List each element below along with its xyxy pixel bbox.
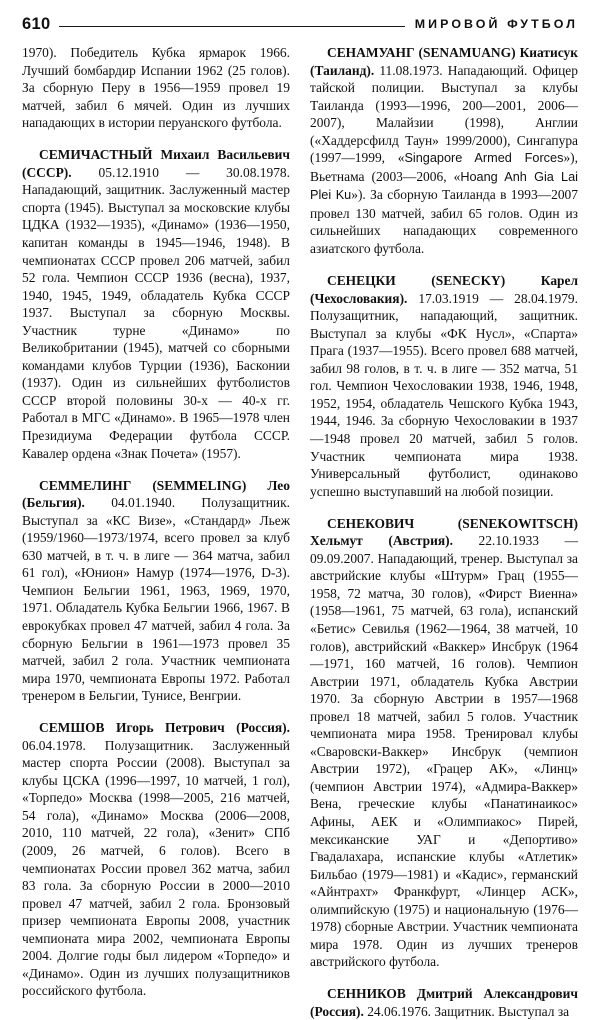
entry-sennikov	[310, 985, 578, 1020]
entry-country: (Таиланд).	[310, 62, 375, 78]
entry-headword: СЕНЕКОВИЧ	[327, 515, 415, 531]
entry-latin-name: (SEMMELING)	[152, 477, 247, 493]
entry-headword: СЕМШОВ	[39, 720, 105, 736]
entry-body: 04.01.1940. Полузащитник. Выступал за «КС Визе», «Стандард» Льеж (1959/1960—1973/1974, всего провел за клуб 630 матчей, в т. ч. в лиге — 364 матча, забил 61 гол), «Юнион» Намур (1974—1976, D-3). Чемпион Бельгии 1961, 1963, 1969, 1970, 1971. Обладатель Кубка Бельгии 1966, 1967. В еврокубках провел 47 матчей, забил 4 гола. За сборную Бельгии в 1961—1973 провел 35 матчей, забил 2 гола. Участник чемпионата мира 1970, чемпионата Европы 1972. Работал тренером в Бельгии, Тунисе, Венгрии.	[22, 495, 290, 704]
entry-body-b: »), Вьетнама (2003—2006, «	[310, 150, 578, 184]
entry-body: 05.12.1910 — 30.08.1978. Нападающий, защитник. Заслуженный мастер спорта (1945). Выступал за московские клубы ЦДКА (1932—1935), «Динамо» (1936—1950, капитан команды в 1945—1946, 1948). В чемпионатах СССР провел 206 матчей, забил 52 гола. Чемпион СССР 1936 (весна), 1937, 1940, 1945, 1949, обладатель Кубка СССР 1937. Выступал за сборную Москвы. Участник турне «Динамо» по Великобритании (1945), матчей со сборными командами клубов Турции (1936), Басконии (1937). Один из сильнейших футболистов СССР второй половины 30-х — 40-х гг. Работал в МГС «Динамо». В 1965—1978 член Президиума Федерации футбола СССР. Кавалер ордена «Знак Почета» (1957).	[22, 164, 290, 461]
entry-continued-peru	[22, 44, 290, 132]
entry-body: 17.03.1919 — 28.04.1979. Полузащитник, нападающий, защитник. Выступал за клубы «ФК Нусл», «Спарта» Прага (1937—1955). Всего провел 688 матчей, забил 98 голов, в т. ч. в лиге — 352 матча, 51 гол. Чемпион Чехословакии 1938, 1946, 1948, 1952, 1954, обладатель Чешского Кубка 1943, 1944, 1946. За сборную Чехословакии в 1937—1948 провел 20 матчей, забил 5 голов. Участник чемпионата мира 1938. Универсальный футболист, одинаково успешно выступавший на любой позиции.	[310, 290, 578, 499]
club-name-latin-singapore: Singapore Armed Forces	[404, 151, 564, 166]
entry-country: (Чехословакия).	[310, 290, 408, 306]
entry-person-name: Хельмут	[310, 533, 363, 549]
entry-headword: СЕНЕЦКИ	[327, 273, 396, 289]
column-right	[310, 44, 579, 1019]
text-columns	[22, 44, 579, 1019]
entry-latin-name: (SENECKY)	[431, 273, 506, 289]
entry-country: (Австрия).	[388, 533, 453, 549]
column-left	[22, 44, 291, 999]
entry-country: (Россия).	[236, 720, 291, 736]
entry-body: 24.06.1976. Защитник. Выступал за	[363, 1003, 570, 1019]
entry-country: (Бельгия).	[22, 495, 85, 511]
entry-semichastny	[22, 146, 290, 462]
running-head-title: МИРОВОЙ ФУТБОЛ	[414, 16, 578, 31]
entry-semmeling	[22, 477, 290, 705]
entry-semshov	[22, 719, 290, 1000]
entry-latin-name: (SENAMUANG)	[418, 45, 516, 60]
entry-person-name: Михаил Васильевич	[160, 147, 291, 163]
entry-person-name: Лео	[267, 477, 290, 493]
entry-senecky	[310, 272, 578, 500]
entry-country: (Россия).	[310, 1003, 364, 1019]
entry-latin-name: (SENEKOWITSCH)	[457, 515, 578, 531]
entry-headword: СЕМИЧАСТНЫЙ	[39, 147, 153, 163]
entry-body: 22.10.1933 — 09.09.2007. Нападающий, тренер. Выступал за австрийские клубы «Штурм» Грац (1955—1958, 72 матча, 30 голов), «Фирст Виенна» (1958—1961, 75 матчей, 63 гола), испанский «Бетис» Севилья (1962—1964, 38 матчей, 10 голов), австрийский «Ваккер» Инсбрук (1964—1971, 160 матчей, 16 голов). Чемпион Австрии 1971, обладатель Кубка Австрии 1970. За сборную Австрии в 1957—1968 провел 18 матчей, забил 5 голов. Участник чемпионата мира 1958. Тренировал клубы «Сваровски-Ваккер» Инсбрук (чемпион Австрии 1972), «Грацер АК», «Линц» (чемпион Австрии 1974), «Адмира-Ваккер» Вена, греческие клубы «Панатинаикос» Афины, АЕК и «Олимпиакос» Пирей, мексиканские УАГ и «Депортиво» Гвадалахара, испанские клубы «Атлетик» Бильбао (1979—1981) и «Кадис», германский «Айнтрахт» Франкфурт, «Линцер АСК», олимпийскую (1975) и национальную (1976—1978) сборные Австрии. Участник чемпионата мира 1978. Один из лучших тренеров австрийского футбола.	[310, 533, 578, 970]
entry-headword: СЕННИКОВ	[327, 986, 406, 1002]
club-name-latin-hoanganh: Hoang Anh Gia Lai Plei Ku	[310, 169, 578, 203]
entry-senamuang	[310, 44, 578, 258]
entry-headword: СЕММЕЛИНГ	[39, 477, 132, 493]
running-head	[22, 13, 578, 35]
page-number: 610	[22, 14, 51, 33]
entry-body-c: »). За сборную Таиланда в 1993—2007 провел 130 матчей, забил 65 голов. Один из сильнейших нападающих современного азиатского футбола.	[310, 187, 578, 257]
entry-senekowitsch	[310, 515, 578, 971]
entry-country: (СССР).	[22, 164, 72, 180]
entry-body: 1970). Победитель Кубка ярмарок 1966. Лучший бомбардир Испании 1962 (25 голов). За сборную Перу в 1956—1959 провел 19 матчей, забил 6 мячей. Один из лучших нападающих в истории перуанского футбола.	[22, 45, 290, 131]
entry-person-name: Киатисук	[519, 45, 579, 60]
entry-person-name: Дмитрий Александрович	[416, 986, 578, 1002]
entry-body: 06.04.1978. Полузащитник. Заслуженный мастер спорта России (2008). Выступал за клубы ЦСКА (1996—1997, 10 матчей, 1 гол), «Торпедо» Москва (1998—2005, 216 матчей, 54 гола), «Динамо» Москва (2006—2008, 2010, 110 матчей, 22 гола), «Зенит» СПб (2009, 26 матчей, 6 голов). Всего в чемпионатах России провел 362 матча, забил 83 гола. За сборную России в 2000—2010 провел 47 матчей, забил 2 гола. Бронзовый призер чемпионата Европы 2008, участник чемпионата мира 2002, чемпионата Европы 2004. Долгие годы был лидером «Торпедо» и «Динамо». Один из лучших полузащитников российского футбола.	[22, 737, 290, 999]
entry-person-name: Карел	[540, 273, 579, 289]
header-rule	[59, 26, 404, 27]
entry-headword: СЕНАМУАНГ	[327, 45, 415, 60]
entry-body-a: 11.08.1973. Нападающий. Офицер тайской полиции. Выступал за клубы Таиланда (1993—1996, 200—2001, 2006—2007), Малайзии (1998), Англии («Хаддерсфилд Таун» 1999/2000), Сингапура (1997—1999, «	[310, 62, 578, 166]
entry-person-name: Игорь Петрович	[116, 720, 225, 736]
